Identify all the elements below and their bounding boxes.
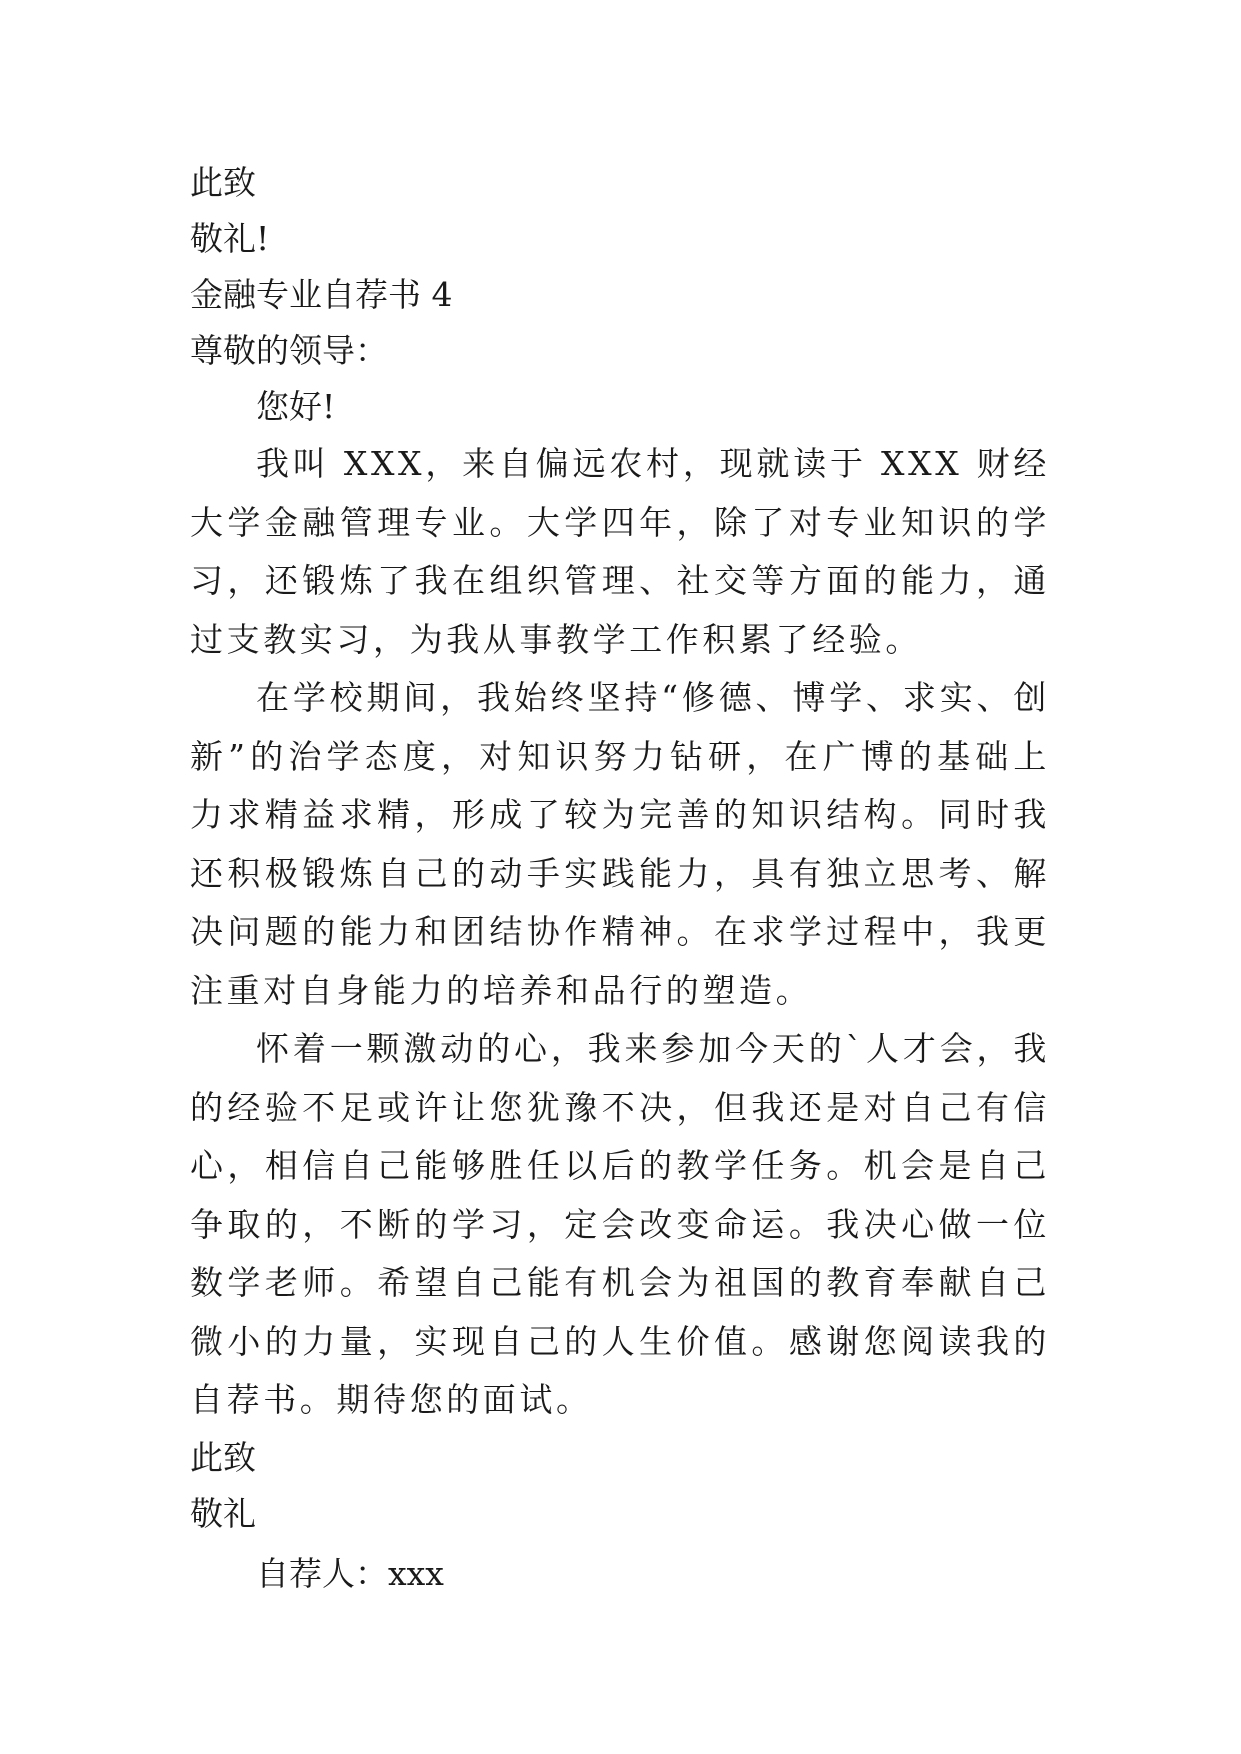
greeting: 您好! [256, 387, 336, 426]
closing-bottom-line-2: 敬礼 [190, 1493, 256, 1533]
document-body [190, 155, 1050, 1602]
document-title: 金融专业自荐书 4 [190, 275, 453, 314]
closing-line-2: 敬礼! [190, 219, 270, 258]
paragraph-3: 怀着一颗激动的心，我来参加今天的`人才会，我的经验不足或许让您犹豫不决，但我还是对自己有信心，相信自己能够胜任以后的教学任务。机会是自己争取的，不断的学习，定会改变命运。我决心做一位数学老师。希望自己能有机会为祖国的教育奉献自己微小的力量，实现自己的人生价值。感谢您阅读我的自荐书。期待您的面试。 [190, 1029, 1050, 1419]
paragraph-1: 我叫 XXX，来自偏远农村，现就读于 XXX 财经大学金融管理专业。大学四年，除了对专业知识的学习，还锻炼了我在组织管理、社交等方面的能力，通过支教实习，为我从事教学工作积累了经验。 [190, 444, 1050, 659]
salutation: 尊敬的领导： [190, 331, 388, 370]
closing-bottom-line-1: 此致 [190, 1437, 256, 1477]
closing-line-1: 此致 [190, 163, 256, 202]
signature: 自荐人：xxx [256, 1553, 444, 1593]
paragraph-2: 在学校期间，我始终坚持“修德、博学、求实、创新”的治学态度，对知识努力钻研，在广博的基础上力求精益求精，形成了较为完善的知识结构。同时我还积极锻炼自己的动手实践能力，具有独立思考、解决问题的能力和团结协作精神。在求学过程中，我更注重对自身能力的培养和品行的塑造。 [190, 678, 1050, 1010]
